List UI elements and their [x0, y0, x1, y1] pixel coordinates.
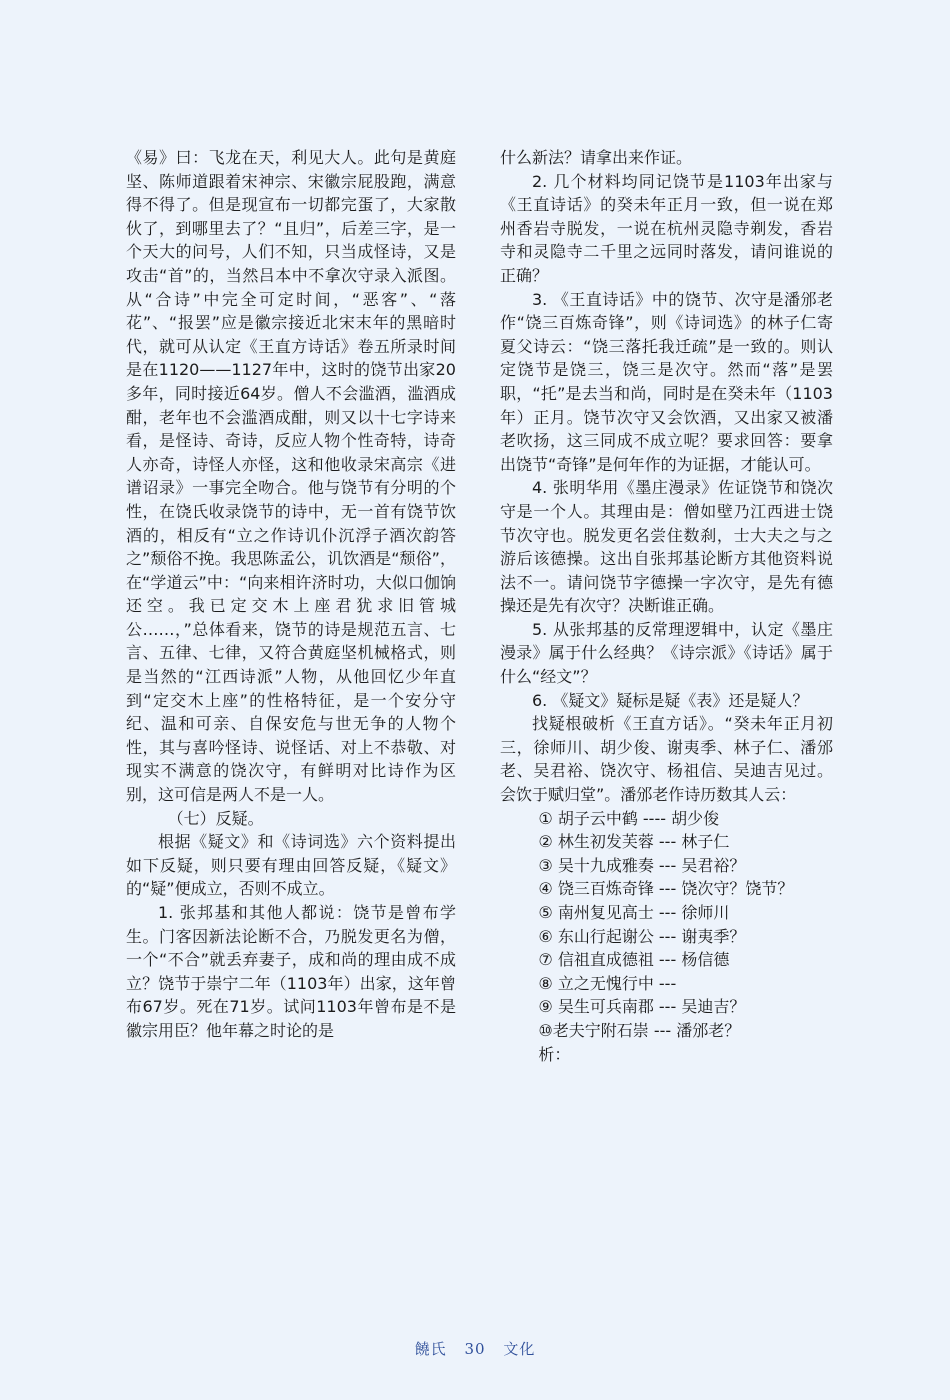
section-heading: （七）反疑。 [167, 808, 264, 828]
paragraph: 4. 张明华用《墨庄漫录》佐证饶节和饶次守是一个人。其理由是：僧如壁乃江西进士饶节次守也。脱发更名尝住数刹，士大夫之与之游后该德操。这出自张邦基论断方其他资料说法不一。请问饶节字德操一字次守，是先有德操还是先有次守？决断谁正确。 [500, 478, 833, 616]
paragraph: 什么新法？请拿出来作证。 [500, 148, 693, 167]
list-item: ⑥ 东山行起谢公 --- 谢夷季？ [538, 926, 746, 946]
list-item: 析： [538, 1044, 571, 1064]
list-item: ⑤ 南州复见高士 --- 徐师川 [538, 903, 730, 922]
paragraph: 3. 《王直诗话》中的饶节、次守是潘邠老作“饶三百炼奇锋”，则《诗词选》的林子仁寄夏父诗云：“饶三落托我迁疏”是一致的。则认定饶节是饶三，饶三是次守。然而“落”是罢职，“托”是去当和尚，同时是在癸未年（1103年）正月。饶节次守又会饮酒，又出家又被潘老吹扬，这三同成不成立呢？要求回答：要拿出饶节“奇锋”是何年作的为证据，才能认可。 [500, 289, 833, 474]
list-item: ② 林生初发芙蓉 --- 林子仁 [538, 832, 730, 852]
paragraph: 6. 《疑文》疑标是疑《表》还是疑人？ [532, 690, 809, 710]
list-item: ⑧ 立之无愧行中 --- [538, 973, 677, 993]
paragraph: 《易》曰：飞龙在天，利见大人。此句是黄庭坚、陈师道跟着宋神宗、宋徽宗屁股跑，满意得不得了。但是现宣布一切都完蛋了，大家散伙了，到哪里去了？“且归”，后差三字，是一个天大的问号，人们不知，只当成怪诗，又是攻击“首”的，当然吕本中不拿次守录入派图。从“合诗”中完全可定时间，“恶客”、“落花”、“报罢”应是徽宗接近北宋末年的黑暗时代，就可从认定《王直方诗话》卷五所录时间是在1120——1127年中，这时的饶节出家20多年，同时接近64岁。僧人不会滥酒，滥酒成酣，老年也不会滥酒成酣，则又以十七字诗来看，是怪诗、奇诗，反应人物个性奇特，诗奇人亦奇，诗怪人亦怪，这和他收录宋高宗《进谱诏录》一事完全吻合。他与饶节有分明的个性，在饶氏收录饶节的诗中，无一首有饶节饮酒的，相反有“立之作诗讥仆沉浮子酒次韵答之”颓俗不挽。我思陈孟公，讥饮酒是“颓俗”，在“学道云”中：“向来相许济时功，大似口伽饷还空。我已定交木上座君犹求旧管城公……，”总体看来，饶节的诗是规范五言、七言、五律、七律，又符合黄庭坚机械格式，则是当然的“江西诗派”人物，从他回忆少年直到“定交木上座”的性格特征，是一个安分守纪、温和可亲、自保安危与世无争的人物个性，其与喜吟怪诗、说怪话、对上不恭敬、对现实不满意的饶次守，有鲜明对比诗作为区别，这可信是两人不是一人。 [126, 148, 456, 805]
list-item: ⑨ 吴生可兵南郡 --- 吴迪吉？ [538, 997, 746, 1017]
left-column [126, 146, 456, 1043]
paragraph: 1. 张邦基和其他人都说：饶节是曾布学生。门客因新法论断不合，乃脱发更名为僧，一个“不合”就丢弃妻子，成和尚的理由成不成立？饶节于崇宁二年（1103年）出家，这年曾布67岁。死在71岁。试问1103年曾布是不是徽宗用臣？他年幕之时论的是 [126, 903, 456, 1040]
paragraph: 2. 几个材料均同记饶节是1103年出家与《王直诗话》的癸未年正月一致，但一说在郑州香岩寺脱发，一说在杭州灵隐寺剃发，香岩寺和灵隐寺二千里之远同时落发，请问谁说的正确？ [500, 171, 833, 285]
list-item: ⑩老夫宁附石崇 --- 潘邠老？ [538, 1020, 741, 1040]
right-column [500, 146, 833, 1066]
paragraph: 5. 从张邦基的反常理逻辑中，认定《墨庄漫录》属于什么经典？《诗宗派》《诗话》属于什么“经文”？ [500, 619, 833, 687]
paragraph: 找疑根破析《王直方话》。“癸未年正月初三，徐师川、胡少俊、谢夷季、林子仁、潘邠老、吴君裕、饶次守、杨祖信、吴迪吉见过。会饮于赋归堂”。潘邠老作诗历数其人云： [500, 714, 833, 805]
footer-right-text: 文化 [503, 1340, 536, 1358]
page-footer [0, 1338, 950, 1359]
paragraph: 根据《疑文》和《诗词选》六个资料提出如下反疑，则只要有理由回答反疑，《疑文》的“疑”便成立，否则不成立。 [126, 832, 456, 899]
footer-left-text: 饒氏 [414, 1340, 447, 1358]
page-number: 30 [464, 1340, 486, 1358]
list-item: ④ 饶三百炼奇锋 --- 饶次守？饶节？ [538, 879, 794, 899]
list-item: ③ 吴十九成雅奏 --- 吴君裕？ [538, 855, 746, 875]
list-item: ① 胡子云中鹤 ---- 胡少俊 [538, 808, 720, 828]
list-item: ⑦ 信祖直成德祖 --- 杨信德 [538, 950, 730, 970]
